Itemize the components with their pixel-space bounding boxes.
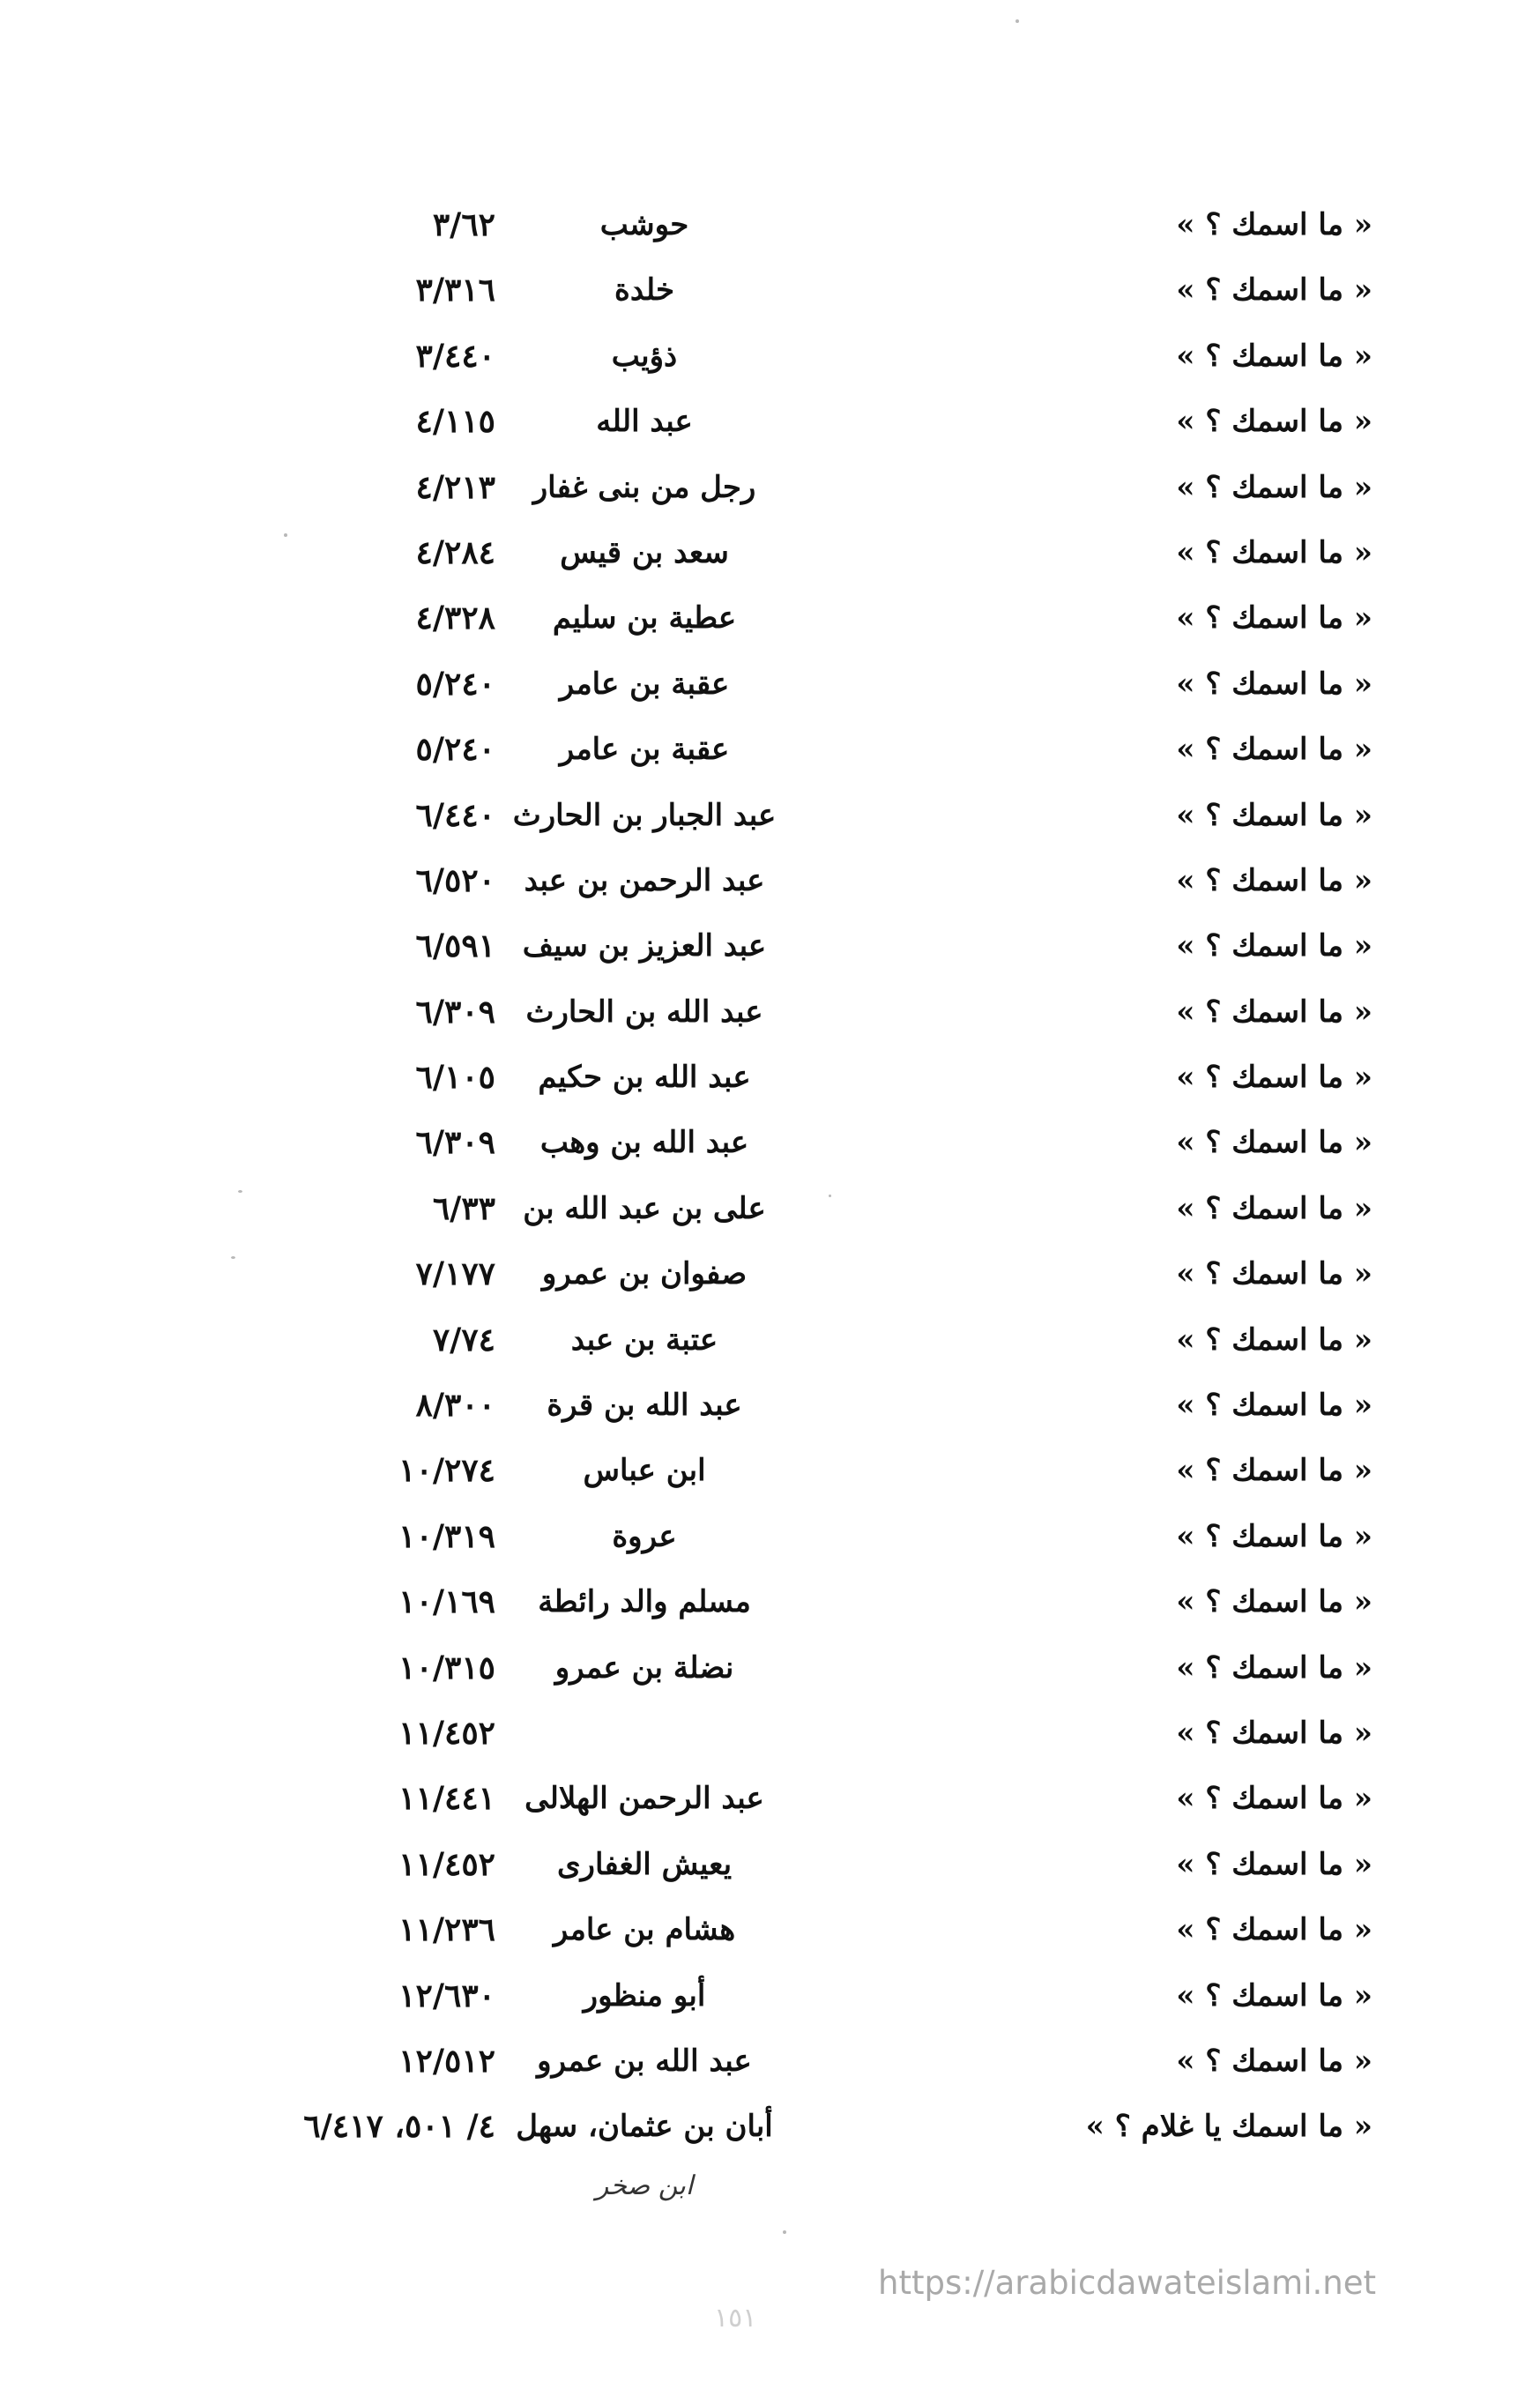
entry-reference: ٣/٦٢ xyxy=(432,206,495,243)
entry-quote: « ما اسمك ؟ » xyxy=(1176,1584,1373,1620)
entry-reference: ٥/٢٤٠ xyxy=(415,665,495,703)
entry-quote: « ما اسمك ؟ » xyxy=(1176,2043,1373,2079)
entry-quote: « ما اسمك ؟ » xyxy=(1176,469,1373,505)
entry-reference: ٦/٤٤٠ xyxy=(415,796,495,834)
entry-quote: « ما اسمك ؟ » xyxy=(1176,797,1373,833)
entry-name: عبد الجبار بن الحارث xyxy=(512,797,777,833)
entry-quote: « ما اسمك ؟ » xyxy=(1176,1715,1373,1751)
page-number: ١٥١ xyxy=(714,2303,757,2334)
entry-name: عتبة بن عبد xyxy=(570,1321,718,1358)
entry-reference: ٧/١٧٧ xyxy=(415,1255,495,1293)
entry-name: حوشب xyxy=(599,207,689,242)
index-entry xyxy=(0,1963,1540,2029)
entry-reference: ١١/٤٥٢ xyxy=(398,1845,495,1883)
index-entry xyxy=(0,1110,1540,1175)
index-entry xyxy=(0,1176,1540,1241)
entry-reference: ٤/٢١٣ xyxy=(415,468,495,506)
index-entry xyxy=(0,1569,1540,1634)
entry-reference: ٣/٣١٦ xyxy=(415,272,495,309)
index-entry xyxy=(0,1373,1540,1438)
entry-name: أبو منظور xyxy=(583,1977,706,2014)
entry-quote: « ما اسمك ؟ » xyxy=(1176,666,1373,702)
entry-reference: ٤/ ٥٠١، ٦/٤١٧ xyxy=(303,2108,495,2146)
entry-quote: « ما اسمك ؟ » xyxy=(1176,338,1373,374)
entry-quote: « ما اسمك ؟ » xyxy=(1176,928,1373,964)
entry-reference: ٦/٥٩١ xyxy=(415,927,495,965)
scan-speck xyxy=(1016,19,1019,23)
entry-reference: ٤/٣٢٨ xyxy=(415,599,495,637)
scan-speck xyxy=(783,2230,786,2234)
index-entry xyxy=(0,2029,1540,2094)
index-entry xyxy=(0,1701,1540,1766)
entry-name: على بن عبد الله بن xyxy=(523,1190,766,1226)
entry-reference: ١٢/٦٣٠ xyxy=(398,1976,495,2014)
entry-name: عبد الله بن قرة xyxy=(547,1388,742,1424)
scan-speck xyxy=(238,1190,242,1193)
entry-reference: ٨/٣٠٠ xyxy=(415,1387,495,1425)
index-entry xyxy=(0,1307,1540,1373)
entry-reference: ١٠/٣١٥ xyxy=(398,1649,495,1686)
entry-quote: « ما اسمك ؟ » xyxy=(1176,1846,1373,1882)
entry-quote: « ما اسمك ؟ » xyxy=(1176,600,1373,636)
entry-name: عبد العزيز بن سيف xyxy=(522,928,767,964)
entry-name: عقبة بن عامر xyxy=(559,666,730,702)
entry-quote: « ما اسمك ؟ » xyxy=(1176,862,1373,898)
index-entry xyxy=(0,979,1540,1045)
index-entry xyxy=(0,1897,1540,1962)
entry-name: خلدة xyxy=(614,272,674,309)
index-entry xyxy=(0,1438,1540,1503)
entry-quote: « ما اسمك ؟ » xyxy=(1176,1977,1373,2014)
index-entry xyxy=(0,257,1540,323)
entry-quote: « ما اسمك ؟ » xyxy=(1176,1649,1373,1686)
entry-name: عبد الرحمن بن عبد xyxy=(524,862,765,898)
entry-reference: ١٠/٢٧٤ xyxy=(398,1452,495,1490)
entry-quote: « ما اسمك ؟ » xyxy=(1176,1125,1373,1161)
index-entry xyxy=(0,717,1540,782)
entry-quote: « ما اسمك ؟ » xyxy=(1176,1388,1373,1424)
entry-quote: « ما اسمك ؟ » xyxy=(1176,1256,1373,1292)
index-entry xyxy=(0,848,1540,913)
index-entry xyxy=(0,455,1540,520)
watermark-url: https://arabicdawateislami.net xyxy=(878,2264,1376,2302)
entry-reference: ٦/١٠٥ xyxy=(415,1059,495,1097)
index-entry xyxy=(0,585,1540,651)
entry-quote: « ما اسمك ؟ » xyxy=(1176,272,1373,309)
index-entry xyxy=(0,1045,1540,1110)
index-entry xyxy=(0,2094,1540,2159)
entry-reference: ١٢/٥١٢ xyxy=(398,2042,495,2080)
entry-name: مسلم والد رائطة xyxy=(538,1584,751,1620)
index-entry xyxy=(0,1832,1540,1897)
entry-quote: « ما اسمك ؟ » xyxy=(1176,404,1373,440)
entry-reference: ١١/٤٤١ xyxy=(398,1780,495,1818)
index-entries xyxy=(0,192,1540,2160)
entry-reference: ٦/٣٣ xyxy=(432,1189,495,1227)
entry-name: ذؤيب xyxy=(611,338,678,374)
entry-reference: ٥/٢٤٠ xyxy=(415,731,495,769)
index-entry xyxy=(0,1635,1540,1701)
entry-name: عبد الله xyxy=(596,404,693,440)
entry-name: سعد بن قيس xyxy=(560,534,729,570)
scan-speck xyxy=(284,533,287,537)
scan-speck xyxy=(231,1256,235,1259)
index-entry xyxy=(0,192,1540,257)
entry-reference: ٤/١١٥ xyxy=(415,403,495,441)
index-entry xyxy=(0,1241,1540,1306)
index-entry xyxy=(0,651,1540,717)
entry-name: صفوان بن عمرو xyxy=(541,1256,748,1292)
scan-speck xyxy=(829,1195,831,1197)
index-entry xyxy=(0,913,1540,979)
entry-quote: « ما اسمك ؟ » xyxy=(1176,1321,1373,1358)
entry-name: عبد الله بن عمرو xyxy=(537,2043,752,2079)
entry-name: عبد الرحمن الهلالى xyxy=(524,1781,764,1817)
index-entry xyxy=(0,324,1540,389)
entry-name: رجل من بنى غفار xyxy=(532,469,756,505)
entry-name: عروة xyxy=(612,1518,677,1554)
name-continuation: ابن صخر xyxy=(595,2170,694,2201)
entry-reference: ٦/٣٠٩ xyxy=(415,993,495,1031)
entry-quote: « ما اسمك ؟ » xyxy=(1176,1518,1373,1554)
entry-name: يعيش الغفارى xyxy=(556,1846,733,1882)
entry-name: عطية بن سليم xyxy=(552,600,737,636)
index-entry xyxy=(0,1766,1540,1831)
entry-reference: ٦/٥٢٠ xyxy=(415,861,495,899)
entry-name: عبد الله بن وهب xyxy=(539,1125,749,1161)
entry-reference: ١١/٤٥٢ xyxy=(398,1714,495,1752)
entry-name: عبد الله بن حكيم xyxy=(538,1060,751,1096)
entry-reference: ٧/٧٤ xyxy=(432,1321,495,1359)
entry-quote: « ما اسمك ؟ » xyxy=(1176,1060,1373,1096)
entry-quote: « ما اسمك ؟ » xyxy=(1176,534,1373,570)
index-entry xyxy=(0,520,1540,585)
entry-name: ابن عباس xyxy=(583,1453,706,1489)
entry-name: عبد الله بن الحارث xyxy=(525,994,763,1030)
entry-quote: « ما اسمك ؟ » xyxy=(1176,1912,1373,1948)
entry-quote: « ما اسمك ؟ » xyxy=(1176,1453,1373,1489)
entry-reference: ١٠/٣١٩ xyxy=(398,1517,495,1555)
entry-reference: ١٠/١٦٩ xyxy=(398,1583,495,1621)
entry-name: نضلة بن عمرو xyxy=(554,1649,734,1686)
entry-quote: « ما اسمك ؟ » xyxy=(1176,1781,1373,1817)
entry-reference: ١١/٢٣٦ xyxy=(398,1911,495,1949)
index-entry xyxy=(0,783,1540,848)
entry-quote: « ما اسمك ؟ » xyxy=(1176,207,1373,242)
entry-quote: « ما اسمك ؟ » xyxy=(1176,994,1373,1030)
entry-reference: ٦/٣٠٩ xyxy=(415,1124,495,1162)
entry-reference: ٣/٤٤٠ xyxy=(415,337,495,375)
entry-quote: « ما اسمك ؟ » xyxy=(1176,1190,1373,1226)
entry-name: هشام بن عامر xyxy=(553,1912,736,1948)
entry-quote: « ما اسمك يا غلام ؟ » xyxy=(1085,2109,1373,2145)
entry-name: أبان بن عثمان، سهل xyxy=(516,2109,773,2145)
entry-reference: ٤/٢٨٤ xyxy=(415,533,495,571)
entry-name: عقبة بن عامر xyxy=(559,732,730,768)
index-entry xyxy=(0,389,1540,454)
index-entry xyxy=(0,1504,1540,1569)
entry-quote: « ما اسمك ؟ » xyxy=(1176,732,1373,768)
